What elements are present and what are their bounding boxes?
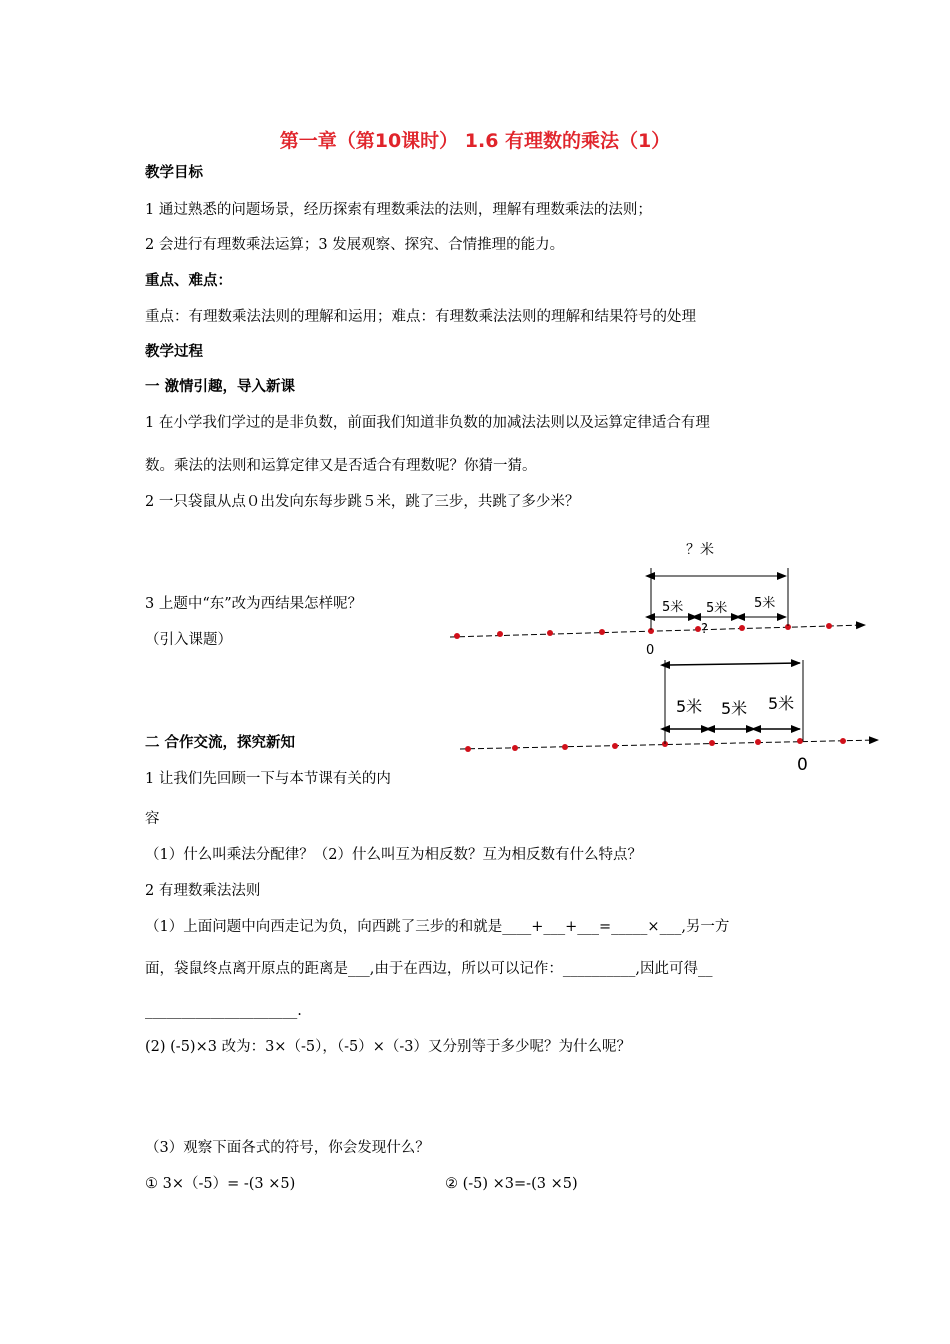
section1-p1-line1: 1 在小学我们学过的是非负数，前面我们知道非负数的加减法法则以及运算定律适合有理: [145, 415, 710, 431]
bottom-total-arrow: [669, 663, 800, 665]
top-step-label-1: 5米: [662, 600, 684, 615]
top-origin-label: 0: [646, 643, 655, 658]
top-number-line-diagram: [450, 541, 865, 658]
section2-heading: 二 合作交流，探究新知: [145, 735, 296, 751]
equation-2: ② (-5) ×3=-(3 ×5): [445, 1176, 578, 1192]
bottom-number-line: [460, 740, 878, 749]
section2-q1: （1）什么叫乘法分配律？（2）什么叫互为相反数？互为相反数有什么特点？: [145, 847, 642, 863]
goals-heading: 教学目标: [145, 165, 203, 181]
rule-item-3: （3）观察下面各式的符号，你会发现什么？: [145, 1140, 430, 1156]
rule-item-1-line2: 面，袋鼠终点离开原点的距离是___,由于在西边，所以可以记作：__________,因此可得__: [145, 961, 713, 977]
bottom-number-line-diagram: [460, 660, 878, 775]
bottom-origin-label: 0: [797, 755, 808, 775]
bottom-step-label-3: 5米: [768, 694, 795, 713]
section2-p2: 2 有理数乘法法则: [145, 883, 261, 899]
key-points-heading: 重点、难点：: [145, 273, 232, 289]
section1-heading: 一 激情引趣，导入新课: [145, 379, 296, 395]
top-total-label: ？米: [686, 542, 714, 558]
top-question-mark: ?: [701, 622, 708, 637]
bottom-step-label-1: 5米: [676, 697, 703, 716]
process-heading: 教学过程: [145, 344, 203, 360]
section1-p3-note: （引入课题）: [145, 632, 232, 648]
section1-p2: 2 一只袋鼠从点０出发向东每步跳５米，跳了三步，共跳了多少米？: [145, 494, 580, 510]
top-number-line: [450, 625, 865, 637]
rule-item-1-line3: _____________________.: [145, 1003, 302, 1019]
goals-line-1: 1 通过熟悉的问题场景，经历探索有理数乘法的法则，理解有理数乘法的法则；: [145, 202, 652, 218]
key-points-text: 重点：有理数乘法法则的理解和运用；难点：有理数乘法法则的理解和结果符号的处理: [145, 309, 696, 325]
equation-1: ① 3×（-5）= -(3 ×5): [145, 1176, 296, 1192]
section1-p3: 3 上题中“东”改为西结果怎样呢？: [145, 596, 363, 612]
bottom-step-label-2: 5米: [721, 699, 748, 718]
section2-p1-line1: 1 让我们先回顾一下与本节课有关的内: [145, 771, 391, 787]
top-step-label-2: 5米: [706, 601, 728, 616]
rule-item-2: (2) (-5)×3 改为：3×（-5），（-5）×（-3）又分别等于多少呢？为什么呢？: [145, 1039, 631, 1055]
page-title: 第一章（第10课时） 1.6 有理数的乘法（1）: [279, 130, 671, 152]
top-step-label-3: 5米: [754, 596, 776, 611]
section2-p1-line2: 容: [145, 811, 160, 827]
rule-item-1-line1: （1）上面问题中向西走记为负，向西跳了三步的和就是____+___+___=_____×___,另一方: [145, 919, 730, 935]
goals-line-2: 2 会进行有理数乘法运算；3 发展观察、探究、合情推理的能力。: [145, 237, 565, 253]
section1-p1-line2: 数。乘法的法则和运算定律又是否适合有理数呢？你猜一猜。: [145, 458, 537, 474]
bottom-line-dots: [465, 738, 846, 752]
